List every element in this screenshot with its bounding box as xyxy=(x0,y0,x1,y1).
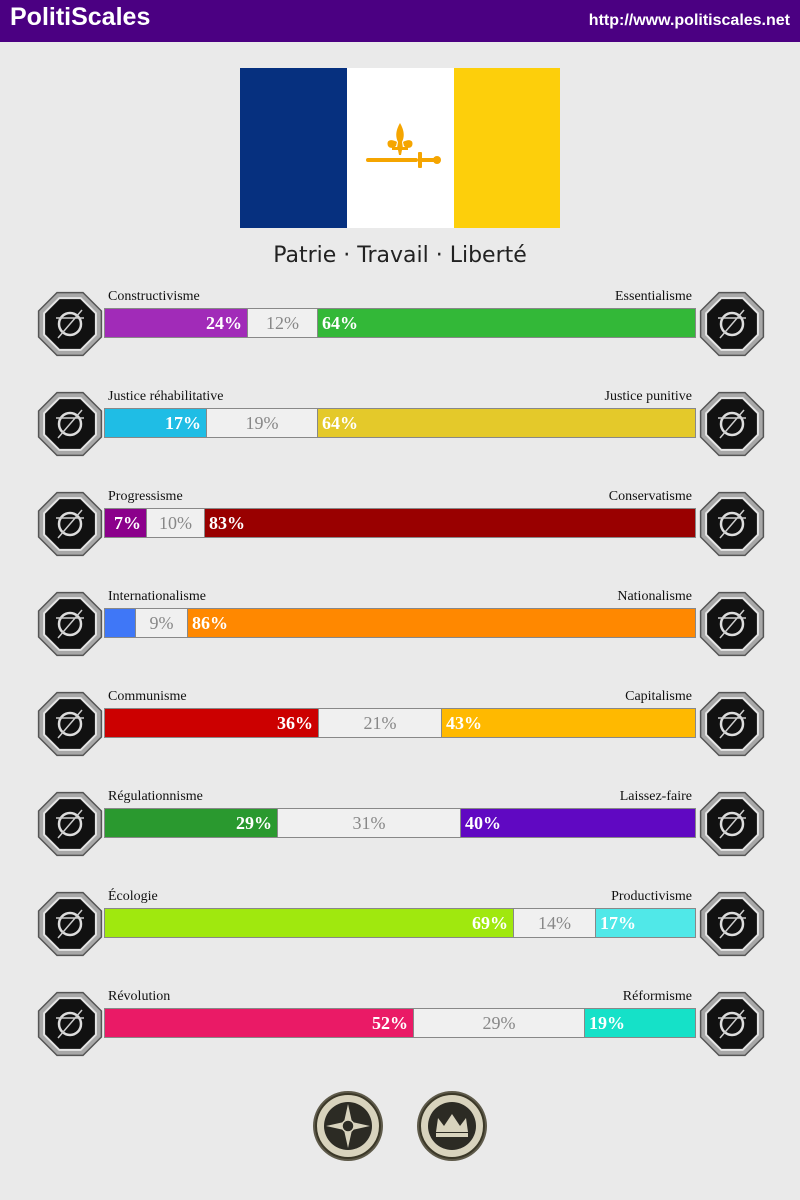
sprout-icon xyxy=(34,888,106,960)
flower-icon xyxy=(696,288,768,360)
axis-row xyxy=(0,388,800,488)
flag-stripe-left xyxy=(240,68,347,228)
axis-neutral-segment: 12% xyxy=(247,309,318,337)
seals xyxy=(312,1090,488,1162)
axis-bar xyxy=(104,808,696,838)
eye-icon xyxy=(34,288,106,360)
axis-right-label: Productivisme xyxy=(611,889,692,904)
axis-left-segment: 24% xyxy=(105,309,247,337)
globe-laurel-icon xyxy=(34,588,106,660)
axis-bar xyxy=(104,1008,696,1038)
axis-bar xyxy=(104,708,696,738)
axis-right-segment: 19% xyxy=(585,1009,696,1037)
axis-right-label: Laissez-faire xyxy=(619,789,692,804)
axis-right-label: Essentialisme xyxy=(615,289,692,304)
axis-bar xyxy=(104,408,696,438)
axis-row xyxy=(0,788,800,888)
brand-title[interactable]: PolitiScales xyxy=(10,3,151,31)
axis-left-segment xyxy=(105,609,135,637)
axis-right-segment: 64% xyxy=(318,409,696,437)
motto: Patrie · Travail · Liberté xyxy=(273,243,527,268)
axis-right-segment: 64% xyxy=(318,309,696,337)
compass-seal-icon xyxy=(313,1091,383,1161)
flag-icon xyxy=(696,588,768,660)
axis-left-label: Révolution xyxy=(108,989,171,1004)
axis-right-segment: 43% xyxy=(442,709,696,737)
money-bag-icon xyxy=(696,688,768,760)
axis-neutral-segment: 29% xyxy=(413,1009,585,1037)
axis-row xyxy=(0,588,800,688)
crown-seal-icon xyxy=(417,1091,487,1161)
axis-left-segment: 17% xyxy=(105,409,206,437)
axis-left-label: Régulationnisme xyxy=(108,789,203,804)
axis-left-label: Écologie xyxy=(108,889,158,904)
axis-neutral-segment: 9% xyxy=(135,609,188,637)
axis-right-label: Réformisme xyxy=(622,989,692,1004)
axis-bar xyxy=(104,608,696,638)
axis-right-segment: 83% xyxy=(205,509,696,537)
axis-neutral-segment: 31% xyxy=(277,809,461,837)
axis-right-label: Nationalisme xyxy=(617,589,692,604)
axis-row xyxy=(0,888,800,988)
handshake-icon xyxy=(34,388,106,460)
header-bar xyxy=(0,0,800,42)
axis-left-segment: 7% xyxy=(105,509,146,537)
axis-neutral-segment: 19% xyxy=(206,409,318,437)
axis-left-segment: 36% xyxy=(105,709,318,737)
axis-left-segment: 29% xyxy=(105,809,277,837)
axis-bar xyxy=(104,908,696,938)
axis-left-label: Communisme xyxy=(108,689,187,704)
butterflies-icon xyxy=(696,788,768,860)
site-url-link[interactable]: http://www.politiscales.net xyxy=(588,12,790,29)
axis-neutral-segment: 21% xyxy=(318,709,442,737)
hammer-sickle-icon xyxy=(34,688,106,760)
axis-right-label: Capitalisme xyxy=(625,689,692,704)
parliament-icon xyxy=(696,988,768,1060)
axis-row xyxy=(0,688,800,788)
axis-right-segment: 40% xyxy=(461,809,696,837)
torch-hand-icon xyxy=(34,488,106,560)
axis-row xyxy=(0,288,800,388)
axis-left-segment: 69% xyxy=(105,909,513,937)
ruler-compass-icon xyxy=(34,788,106,860)
axis-bar xyxy=(104,308,696,338)
axis-neutral-segment: 14% xyxy=(513,909,596,937)
axis-row xyxy=(0,488,800,588)
axis-right-label: Justice punitive xyxy=(604,389,692,404)
axis-row xyxy=(0,988,800,1088)
quill-icon xyxy=(696,488,768,560)
axis-right-segment: 86% xyxy=(188,609,696,637)
flag xyxy=(240,68,560,228)
gear-icon xyxy=(696,888,768,960)
fist-icon xyxy=(34,988,106,1060)
prison-bars-icon xyxy=(696,388,768,460)
axis-left-label: Internationalisme xyxy=(108,589,206,604)
axis-right-segment: 17% xyxy=(596,909,696,937)
axis-neutral-segment: 10% xyxy=(146,509,205,537)
axis-right-label: Conservatisme xyxy=(608,489,692,504)
axis-left-label: Progressisme xyxy=(108,489,183,504)
flag-stripe-right xyxy=(454,68,560,228)
axis-left-segment: 52% xyxy=(105,1009,413,1037)
axis-left-label: Constructivisme xyxy=(108,289,200,304)
axis-bar xyxy=(104,508,696,538)
axis-left-label: Justice réhabilitative xyxy=(108,389,224,404)
